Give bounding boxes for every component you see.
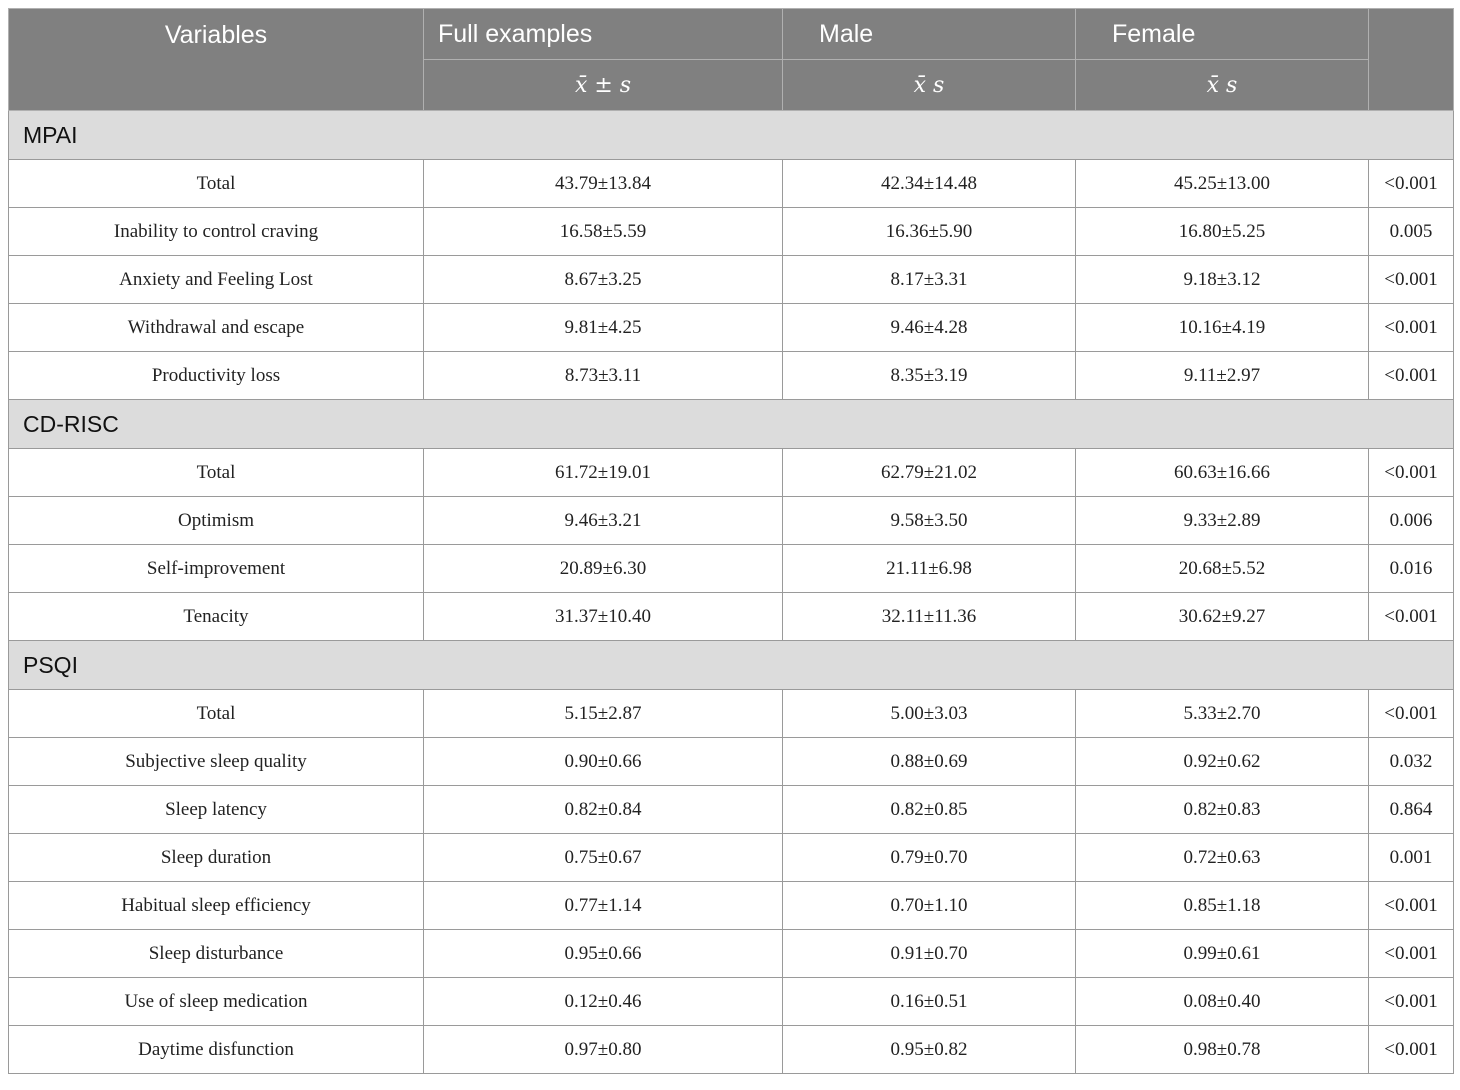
cell-variable: Self-improvement bbox=[9, 545, 424, 593]
table-row bbox=[9, 352, 1454, 400]
cell-variable: Daytime disfunction bbox=[9, 1026, 424, 1074]
cell-full: 0.75±0.67 bbox=[424, 834, 783, 882]
cell-variable: Optimism bbox=[9, 497, 424, 545]
cell-p-value: <0.001 bbox=[1369, 930, 1454, 978]
cell-variable: Total bbox=[9, 160, 424, 208]
table-row bbox=[9, 497, 1454, 545]
cell-female: 0.99±0.61 bbox=[1076, 930, 1369, 978]
cell-full: 8.67±3.25 bbox=[424, 256, 783, 304]
cell-p-value: <0.001 bbox=[1369, 304, 1454, 352]
cell-female: 10.16±4.19 bbox=[1076, 304, 1369, 352]
header-female: Female bbox=[1076, 9, 1369, 60]
cell-full: 31.37±10.40 bbox=[424, 593, 783, 641]
cell-full: 0.95±0.66 bbox=[424, 930, 783, 978]
cell-male: 16.36±5.90 bbox=[783, 208, 1076, 256]
cell-female: 0.82±0.83 bbox=[1076, 786, 1369, 834]
cell-female: 9.33±2.89 bbox=[1076, 497, 1369, 545]
table-container bbox=[8, 8, 1453, 1074]
table-row bbox=[9, 545, 1454, 593]
cell-female: 0.72±0.63 bbox=[1076, 834, 1369, 882]
table-row bbox=[9, 930, 1454, 978]
cell-full: 0.90±0.66 bbox=[424, 738, 783, 786]
cell-full: 0.12±0.46 bbox=[424, 978, 783, 1026]
table-row bbox=[9, 786, 1454, 834]
section-title: CD-RISC bbox=[9, 400, 1454, 449]
cell-female: 0.85±1.18 bbox=[1076, 882, 1369, 930]
cell-female: 5.33±2.70 bbox=[1076, 690, 1369, 738]
cell-variable: Sleep disturbance bbox=[9, 930, 424, 978]
cell-full: 16.58±5.59 bbox=[424, 208, 783, 256]
cell-female: 60.63±16.66 bbox=[1076, 449, 1369, 497]
cell-full: 61.72±19.01 bbox=[424, 449, 783, 497]
cell-female: 9.18±3.12 bbox=[1076, 256, 1369, 304]
cell-p-value: <0.001 bbox=[1369, 1026, 1454, 1074]
cell-male: 9.58±3.50 bbox=[783, 497, 1076, 545]
header-male: Male bbox=[783, 9, 1076, 60]
cell-male: 8.35±3.19 bbox=[783, 352, 1076, 400]
cell-female: 0.98±0.78 bbox=[1076, 1026, 1369, 1074]
table-body bbox=[9, 111, 1454, 1074]
table-row bbox=[9, 690, 1454, 738]
cell-full: 0.82±0.84 bbox=[424, 786, 783, 834]
cell-male: 21.11±6.98 bbox=[783, 545, 1076, 593]
cell-variable: Total bbox=[9, 690, 424, 738]
cell-variable: Anxiety and Feeling Lost bbox=[9, 256, 424, 304]
cell-male: 5.00±3.03 bbox=[783, 690, 1076, 738]
cell-variable: Sleep latency bbox=[9, 786, 424, 834]
cell-female: 9.11±2.97 bbox=[1076, 352, 1369, 400]
cell-p-value: <0.001 bbox=[1369, 449, 1454, 497]
cell-p-value: <0.001 bbox=[1369, 352, 1454, 400]
cell-p-value: <0.001 bbox=[1369, 256, 1454, 304]
table-row bbox=[9, 1026, 1454, 1074]
cell-variable: Total bbox=[9, 449, 424, 497]
cell-male: 32.11±11.36 bbox=[783, 593, 1076, 641]
cell-male: 0.79±0.70 bbox=[783, 834, 1076, 882]
cell-male: 0.88±0.69 bbox=[783, 738, 1076, 786]
cell-p-value: <0.001 bbox=[1369, 978, 1454, 1026]
cell-p-value: 0.001 bbox=[1369, 834, 1454, 882]
section-title: MPAI bbox=[9, 111, 1454, 160]
header-variables: Variables bbox=[9, 9, 424, 111]
cell-p-value: 0.032 bbox=[1369, 738, 1454, 786]
cell-p-value: 0.006 bbox=[1369, 497, 1454, 545]
cell-full: 20.89±6.30 bbox=[424, 545, 783, 593]
cell-full: 0.77±1.14 bbox=[424, 882, 783, 930]
table-header bbox=[9, 9, 1454, 111]
section-title: PSQI bbox=[9, 641, 1454, 690]
cell-female: 0.08±0.40 bbox=[1076, 978, 1369, 1026]
cell-male: 8.17±3.31 bbox=[783, 256, 1076, 304]
table-row bbox=[9, 882, 1454, 930]
subheader-full: x̄ ± s bbox=[424, 60, 783, 111]
cell-p-value: <0.001 bbox=[1369, 882, 1454, 930]
cell-variable: Subjective sleep quality bbox=[9, 738, 424, 786]
cell-male: 9.46±4.28 bbox=[783, 304, 1076, 352]
table-row bbox=[9, 834, 1454, 882]
cell-p-value: 0.005 bbox=[1369, 208, 1454, 256]
cell-female: 20.68±5.52 bbox=[1076, 545, 1369, 593]
cell-variable: Use of sleep medication bbox=[9, 978, 424, 1026]
subheader-female: x̄ s bbox=[1076, 60, 1369, 111]
cell-variable: Sleep duration bbox=[9, 834, 424, 882]
cell-full: 0.97±0.80 bbox=[424, 1026, 783, 1074]
cell-full: 43.79±13.84 bbox=[424, 160, 783, 208]
cell-variable: Inability to control craving bbox=[9, 208, 424, 256]
cell-p-value: <0.001 bbox=[1369, 160, 1454, 208]
section-row bbox=[9, 111, 1454, 160]
cell-full: 9.46±3.21 bbox=[424, 497, 783, 545]
cell-variable: Habitual sleep efficiency bbox=[9, 882, 424, 930]
cell-full: 8.73±3.11 bbox=[424, 352, 783, 400]
table-row bbox=[9, 256, 1454, 304]
cell-variable: Productivity loss bbox=[9, 352, 424, 400]
cell-variable: Withdrawal and escape bbox=[9, 304, 424, 352]
cell-p-value: <0.001 bbox=[1369, 690, 1454, 738]
cell-male: 0.16±0.51 bbox=[783, 978, 1076, 1026]
table-row bbox=[9, 160, 1454, 208]
cell-male: 0.82±0.85 bbox=[783, 786, 1076, 834]
statistics-table bbox=[8, 8, 1454, 1074]
header-p-value bbox=[1369, 9, 1454, 111]
table-row bbox=[9, 449, 1454, 497]
section-row bbox=[9, 641, 1454, 690]
table-row bbox=[9, 738, 1454, 786]
cell-variable: Tenacity bbox=[9, 593, 424, 641]
cell-male: 0.95±0.82 bbox=[783, 1026, 1076, 1074]
table-row bbox=[9, 208, 1454, 256]
cell-male: 42.34±14.48 bbox=[783, 160, 1076, 208]
cell-p-value: <0.001 bbox=[1369, 593, 1454, 641]
cell-female: 0.92±0.62 bbox=[1076, 738, 1369, 786]
cell-female: 16.80±5.25 bbox=[1076, 208, 1369, 256]
cell-male: 0.91±0.70 bbox=[783, 930, 1076, 978]
cell-full: 5.15±2.87 bbox=[424, 690, 783, 738]
cell-p-value: 0.864 bbox=[1369, 786, 1454, 834]
cell-male: 0.70±1.10 bbox=[783, 882, 1076, 930]
header-full-examples: Full examples bbox=[424, 9, 783, 60]
table-row bbox=[9, 978, 1454, 1026]
table-row bbox=[9, 593, 1454, 641]
cell-female: 45.25±13.00 bbox=[1076, 160, 1369, 208]
cell-full: 9.81±4.25 bbox=[424, 304, 783, 352]
cell-male: 62.79±21.02 bbox=[783, 449, 1076, 497]
cell-p-value: 0.016 bbox=[1369, 545, 1454, 593]
cell-female: 30.62±9.27 bbox=[1076, 593, 1369, 641]
table-row bbox=[9, 304, 1454, 352]
section-row bbox=[9, 400, 1454, 449]
subheader-male: x̄ s bbox=[783, 60, 1076, 111]
